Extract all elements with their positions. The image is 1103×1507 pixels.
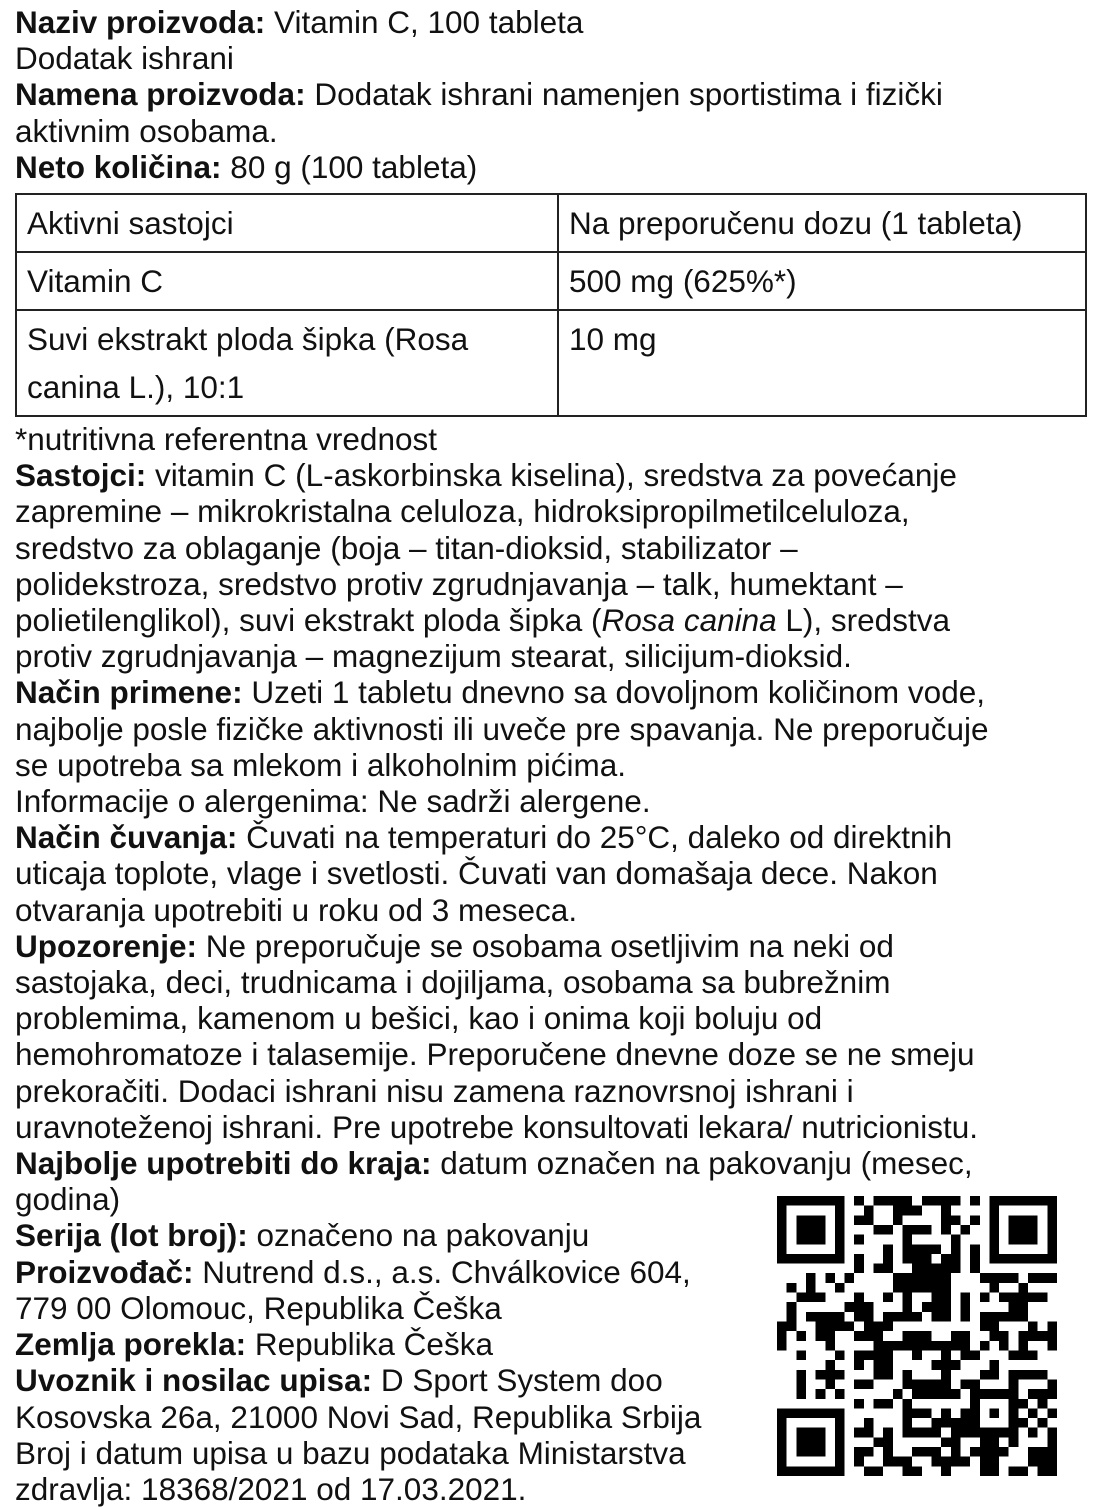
product-purpose-label: Namena proizvoda: bbox=[15, 76, 306, 113]
table-row bbox=[16, 310, 1086, 416]
best-before-label: Najbolje upotrebiti do kraja: bbox=[15, 1145, 432, 1182]
allergen-info: Informacije o alergenima: Ne sadrži alergene. bbox=[15, 783, 651, 820]
warning-line bbox=[15, 928, 1095, 964]
manufacturer-text: 779 00 Olomouc, Republika Češka bbox=[15, 1289, 502, 1326]
net-quantity-line bbox=[15, 149, 1095, 185]
ingredients-text: sredstvo za oblaganje (boja – titan-dioksid, stabilizator – bbox=[15, 529, 798, 566]
ingredients-text: zapremine – mikrokristalna celuloza, hidroksipropilmetilceluloza, bbox=[15, 493, 910, 530]
ingredients-text: vitamin C (L-askorbinska kiselina), sredstva za povećanje bbox=[146, 457, 957, 494]
importer-text: D Sport System doo bbox=[372, 1362, 663, 1399]
warning-text: Ne preporučuje se osobama osetljivim na neki od bbox=[197, 927, 894, 964]
manufacturer-text: Nutrend d.s., a.s. Chválkovice 604, bbox=[193, 1253, 691, 1290]
table-cell: Vitamin C bbox=[16, 252, 558, 310]
product-purpose-value: Dodatak ishrani namenjen sportistima i fizički bbox=[305, 76, 943, 113]
table-header-cell: Na preporučenu dozu (1 tableta) bbox=[558, 194, 1086, 252]
table-cell-line: canina L.), 10:1 bbox=[27, 369, 245, 406]
usage-text: najbolje posle fizičke aktivnosti ili uveče pre spavanja. Ne preporučuje bbox=[15, 710, 989, 747]
ingredients-text bbox=[15, 602, 1095, 638]
table-cell: 500 mg (625%*) bbox=[558, 252, 1086, 310]
product-name-label: Naziv proizvoda: bbox=[15, 4, 266, 40]
usage-text: se upotreba sa mlekom i alkoholnim pićima. bbox=[15, 746, 627, 783]
storage-label: Način čuvanja: bbox=[15, 819, 238, 856]
product-name-value: Vitamin C, 100 tableta bbox=[265, 4, 584, 40]
table-cell: 10 mg bbox=[558, 310, 1086, 416]
best-before-line bbox=[15, 1145, 1095, 1181]
usage-label: Način primene: bbox=[15, 674, 243, 711]
warning-label: Upozorenje: bbox=[15, 927, 198, 964]
lot-label: Serija (lot broj): bbox=[15, 1217, 248, 1254]
product-purpose-line bbox=[15, 76, 1095, 112]
product-purpose-cont: aktivnim osobama. bbox=[15, 112, 278, 149]
origin-label: Zemlja porekla: bbox=[15, 1326, 247, 1363]
usage-text: Uzeti 1 tabletu dnevno sa dovoljnom količinom vode, bbox=[242, 674, 985, 711]
importer-text: Kosovska 26a, 21000 Novi Sad, Republika Srbija bbox=[15, 1398, 702, 1435]
ingredients-text-part: polietilenglikol), suvi ekstrakt ploda šipka ( bbox=[15, 602, 602, 639]
usage-line bbox=[15, 674, 1095, 710]
best-before-text: godina) bbox=[15, 1181, 121, 1218]
importer-label: Uvoznik i nosilac upisa: bbox=[15, 1362, 373, 1399]
lot-value: označeno na pakovanju bbox=[247, 1217, 590, 1254]
net-quantity-label: Neto količina: bbox=[15, 148, 222, 185]
ingredients-line bbox=[15, 457, 1095, 493]
table-cell-line: Suvi ekstrakt ploda šipka (Rosa bbox=[27, 321, 469, 358]
ingredients-text: protiv zgrudnjavanja – magnezijum stearat, silicijum-dioksid. bbox=[15, 638, 852, 675]
importer-text: zdravlja: 18368/2021 od 17.03.2021. bbox=[15, 1470, 527, 1507]
table-cell bbox=[16, 310, 558, 416]
origin-value: Republika Češka bbox=[246, 1326, 493, 1363]
nutrition-table bbox=[15, 193, 1087, 417]
qr-code-icon bbox=[777, 1196, 1057, 1476]
warning-text: sastojaka, deci, trudnicama i dojiljama, osobama sa bubrežnim bbox=[15, 964, 891, 1001]
table-header-cell: Aktivni sastojci bbox=[16, 194, 558, 252]
table-row bbox=[16, 194, 1086, 252]
best-before-text: datum označen na pakovanju (mesec, bbox=[431, 1145, 973, 1182]
ingredients-text-part: L), sredstva bbox=[776, 602, 950, 639]
warning-text: uravnoteženoj ishrani. Pre upotrebe konsultovati lekara/ nutricionistu. bbox=[15, 1108, 979, 1145]
product-name-line bbox=[15, 4, 1095, 40]
ingredients-label: Sastojci: bbox=[15, 457, 147, 494]
ingredients-text: polidekstroza, sredstvo protiv zgrudnjavanja – talk, humektant – bbox=[15, 565, 903, 602]
warning-text: hemohromatoze i talasemije. Preporučene dnevne doze se ne smeju bbox=[15, 1036, 975, 1073]
product-category: Dodatak ishrani bbox=[15, 40, 234, 77]
storage-text: Čuvati na temperaturi do 25°C, daleko od direktnih bbox=[237, 819, 953, 856]
table-row bbox=[16, 252, 1086, 310]
ingredients-latin-name: Rosa canina bbox=[601, 602, 777, 639]
storage-line bbox=[15, 819, 1095, 855]
warning-text: prekoračiti. Dodaci ishrani nisu zamena raznovrsnoj ishrani i bbox=[15, 1072, 854, 1109]
table-footnote: *nutritivna referentna vrednost bbox=[15, 421, 437, 458]
net-quantity-value: 80 g (100 tableta) bbox=[221, 148, 478, 185]
warning-text: problemima, kamenom u bešici, kao i onima koji boluju od bbox=[15, 1000, 823, 1037]
storage-text: uticaja toplote, vlage i svetlosti. Čuvati van domašaja dece. Nakon bbox=[15, 855, 938, 892]
importer-text: Broj i datum upisa u bazu podataka Ministarstva bbox=[15, 1434, 686, 1471]
storage-text: otvaranja upotrebiti u roku od 3 meseca. bbox=[15, 891, 578, 928]
manufacturer-label: Proizvođač: bbox=[15, 1253, 194, 1290]
